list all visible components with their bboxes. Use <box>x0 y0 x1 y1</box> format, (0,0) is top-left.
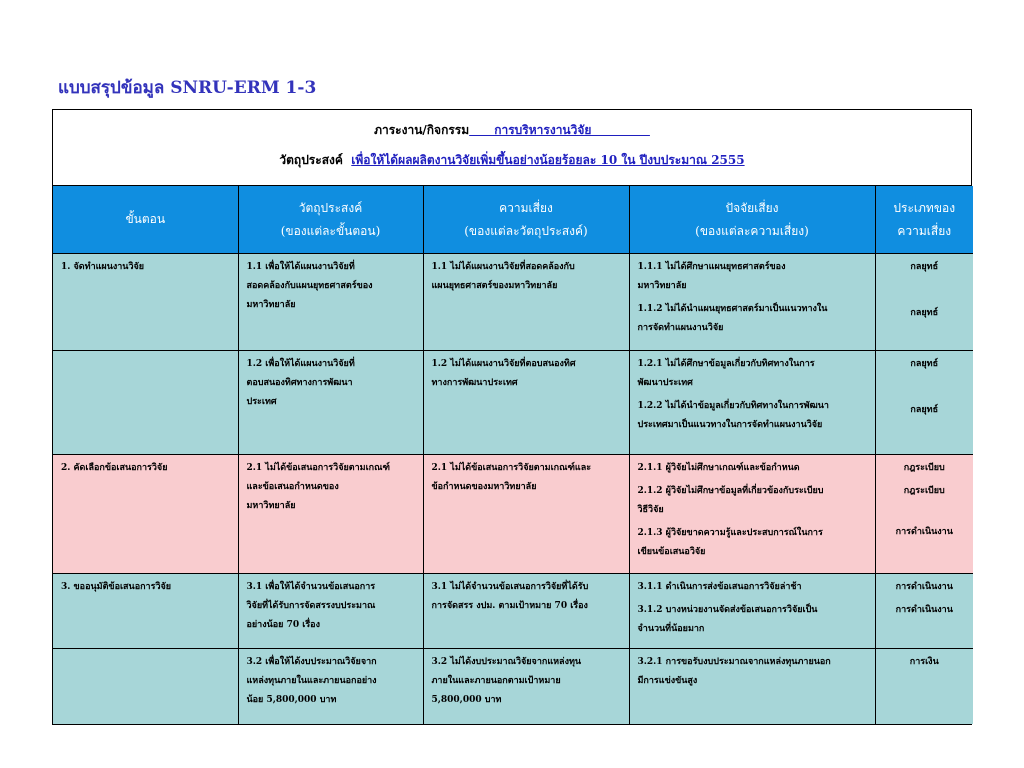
risk-factor-cell: 3.2.1 การขอรับงบประมาณจากแหล่งทุนภายนอก มีการแข่งขันสูง <box>629 649 875 724</box>
step-cell <box>53 351 238 455</box>
column-header-objective: วัตถุประสงค์ (ของแต่ละขั้นตอน) <box>238 186 423 254</box>
step-cell: 1. จัดทำแผนงานวิจัย <box>53 254 238 351</box>
risk-factor-cell: 1.1.1 ไม่ได้ศึกษาแผนยุทธศาสตร์ของ มหาวิทยาลัย 1.1.2 ไม่ได้นำแผนยุทธศาสตร์มาเป็นแนวทางใน การจัดทำแผนงานวิจัย <box>629 254 875 351</box>
column-header-row <box>53 186 973 254</box>
risk-type-cell: กฎระเบียบ กฎระเบียบ การดำเนินงาน <box>875 455 973 574</box>
risk-cell: 3.1 ไม่ได้จำนวนข้อเสนอการวิจัยที่ได้รับ การจัดสรร งปม. ตามเป้าหมาย 70 เรื่อง <box>423 574 629 649</box>
column-header-risk-factor: ปัจจัยเสี่ยง (ของแต่ละความเสี่ยง) <box>629 186 875 254</box>
risk-factor-cell: 1.2.1 ไม่ได้ศึกษาข้อมูลเกี่ยวกับทิศทางในการ พัฒนาประเทศ 1.2.2 ไม่ได้นำข้อมูลเกี่ยวกับทิศทางในการพัฒนา ประเทศมาเป็นแนวทางในการจัดทำแผนงานวิจัย <box>629 351 875 455</box>
risk-cell: 3.2 ไม่ได้งบประมาณวิจัยจากแหล่งทุน ภายในและภายนอกตามเป้าหมาย 5,800,000 บาท <box>423 649 629 724</box>
column-header-risk-type: ประเภทของ ความเสี่ยง <box>875 186 973 254</box>
objective-line <box>53 140 971 170</box>
risk-cell: 1.2 ไม่ได้แผนงานวิจัยที่ตอบสนองทิศ ทางการพัฒนาประเทศ <box>423 351 629 455</box>
task-line <box>53 110 971 140</box>
risk-type-cell: การดำเนินงาน การดำเนินงาน <box>875 574 973 649</box>
risk-factor-cell: 2.1.1 ผู้วิจัยไม่ศึกษาเกณฑ์และข้อกำหนด 2.1.2 ผู้วิจัยไม่ศึกษาข้อมูลที่เกี่ยวข้องกับระเบียบ วิธีวิจัย 2.1.3 ผู้วิจัยขาดความรู้และประสบการณ์ในการ เขียนข้อเสนอวิจัย <box>629 455 875 574</box>
column-header-step: ขั้นตอน <box>53 186 238 254</box>
risk-summary-sheet <box>52 109 972 725</box>
risk-cell: 2.1 ไม่ได้ข้อเสนอการวิจัยตามเกณฑ์และ ข้อกำหนดของมหาวิทยาลัย <box>423 455 629 574</box>
task-value: การบริหารงานวิจัย <box>469 123 650 137</box>
table-row <box>53 574 973 649</box>
risk-factor-cell: 3.1.1 ดำเนินการส่งข้อเสนอการวิจัยล่าช้า 3.1.2 บางหน่วยงานจัดส่งข้อเสนอการวิจัยเป็น จำนวนที่น้อยมาก <box>629 574 875 649</box>
step-cell: 2. คัดเลือกข้อเสนอการวิจัย <box>53 455 238 574</box>
task-label: ภาระงาน/กิจกรรม <box>374 123 470 137</box>
table-row <box>53 649 973 724</box>
table-row <box>53 351 973 455</box>
risk-cell: 1.1 ไม่ได้แผนงานวิจัยที่สอดคล้องกับ แผนยุทธศาสตร์ของมหาวิทยาลัย <box>423 254 629 351</box>
step-cell <box>53 649 238 724</box>
objective-value: เพื่อให้ได้ผลผลิตงานวิจัยเพิ่มขึ้นอย่างน้อยร้อยละ 10 ใน ปีงบประมาณ 2555 <box>351 153 745 167</box>
risk-type-cell: กลยุทธ์ กลยุทธ์ <box>875 351 973 455</box>
objective-label: วัตถุประสงค์ <box>279 153 343 167</box>
risk-type-cell: กลยุทธ์ กลยุทธ์ <box>875 254 973 351</box>
table-row <box>53 455 973 574</box>
document-title: แบบสรุปข้อมูล SNRU-ERM 1-3 <box>58 78 317 98</box>
step-cell: 3. ขออนุมัติข้อเสนอการวิจัย <box>53 574 238 649</box>
objective-cell: 3.2 เพื่อให้ได้งบประมาณวิจัยจาก แหล่งทุนภายในและภายนอกอย่าง น้อย 5,800,000 บาท <box>238 649 423 724</box>
activity-header <box>53 110 971 186</box>
risk-table <box>53 186 973 724</box>
objective-cell: 1.1 เพื่อให้ได้แผนงานวิจัยที่ สอดคล้องกับแผนยุทธศาสตร์ของ มหาวิทยาลัย <box>238 254 423 351</box>
risk-type-cell: การเงิน <box>875 649 973 724</box>
objective-cell: 3.1 เพื่อให้ได้จำนวนข้อเสนอการ วิจัยที่ได้รับการจัดสรรงบประมาณ อย่างน้อย 70 เรื่อง <box>238 574 423 649</box>
objective-cell: 2.1 ไม่ได้ข้อเสนอการวิจัยตามเกณฑ์ และข้อเสนอกำหนดของ มหาวิทยาลัย <box>238 455 423 574</box>
objective-cell: 1.2 เพื่อให้ได้แผนงานวิจัยที่ ตอบสนองทิศทางการพัฒนา ประเทศ <box>238 351 423 455</box>
column-header-risk: ความเสี่ยง (ของแต่ละวัตถุประสงค์) <box>423 186 629 254</box>
table-row <box>53 254 973 351</box>
